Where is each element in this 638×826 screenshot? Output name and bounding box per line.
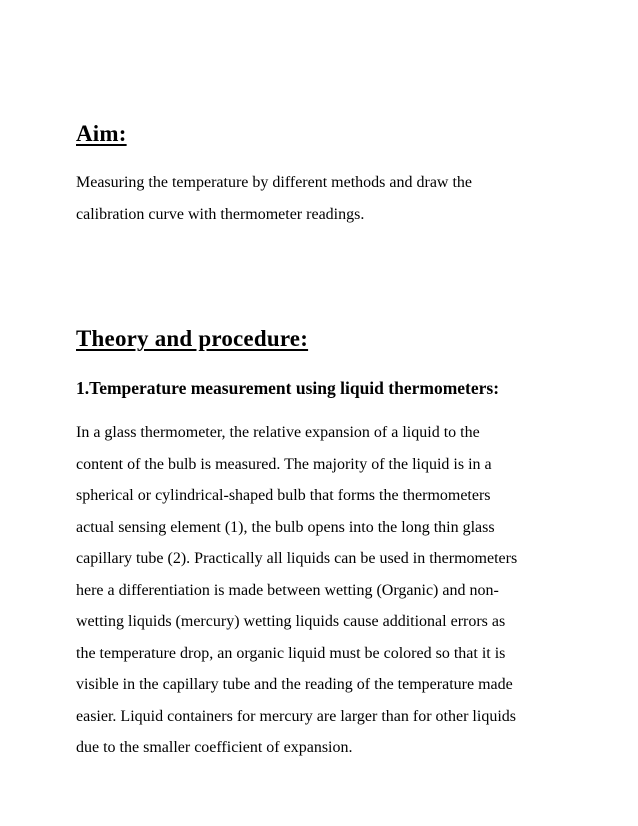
theory-line: content of the bulb is measured. The majority of the liquid is in a (76, 455, 492, 473)
liquid-thermometers-subheading: 1.Temperature measurement using liquid thermometers: (76, 378, 500, 398)
aim-paragraph (76, 167, 472, 230)
aim-line: Measuring the temperature by different methods and draw the (76, 174, 473, 191)
theory-line: wetting liquids (mercury) wetting liquids cause additional errors as (76, 613, 506, 630)
theory-line: spherical or cylindrical-shaped bulb that forms the thermometers (76, 487, 491, 504)
theory-paragraph (76, 417, 517, 764)
theory-line: In a glass thermometer, the relative expansion of a liquid to the (76, 424, 480, 441)
theory-line: here a differentiation is made between wetting (Organic) and non- (76, 581, 499, 599)
theory-line: capillary tube (2). Practically all liquids can be used in thermometers (76, 550, 518, 567)
theory-line: due to the smaller coefficient of expansion. (76, 739, 353, 756)
theory-line: actual sensing element (1), the bulb opens into the long thin glass (76, 518, 495, 536)
aim-line: calibration curve with thermometer readings. (76, 205, 365, 223)
theory-line: visible in the capillary tube and the reading of the temperature made (76, 676, 513, 693)
theory-heading: Theory and procedure: (76, 326, 309, 351)
theory-line: the temperature drop, an organic liquid must be colored so that it is (76, 644, 506, 662)
theory-line: easier. Liquid containers for mercury are larger than for other liquids (76, 707, 516, 725)
aim-heading: Aim: (76, 121, 127, 146)
